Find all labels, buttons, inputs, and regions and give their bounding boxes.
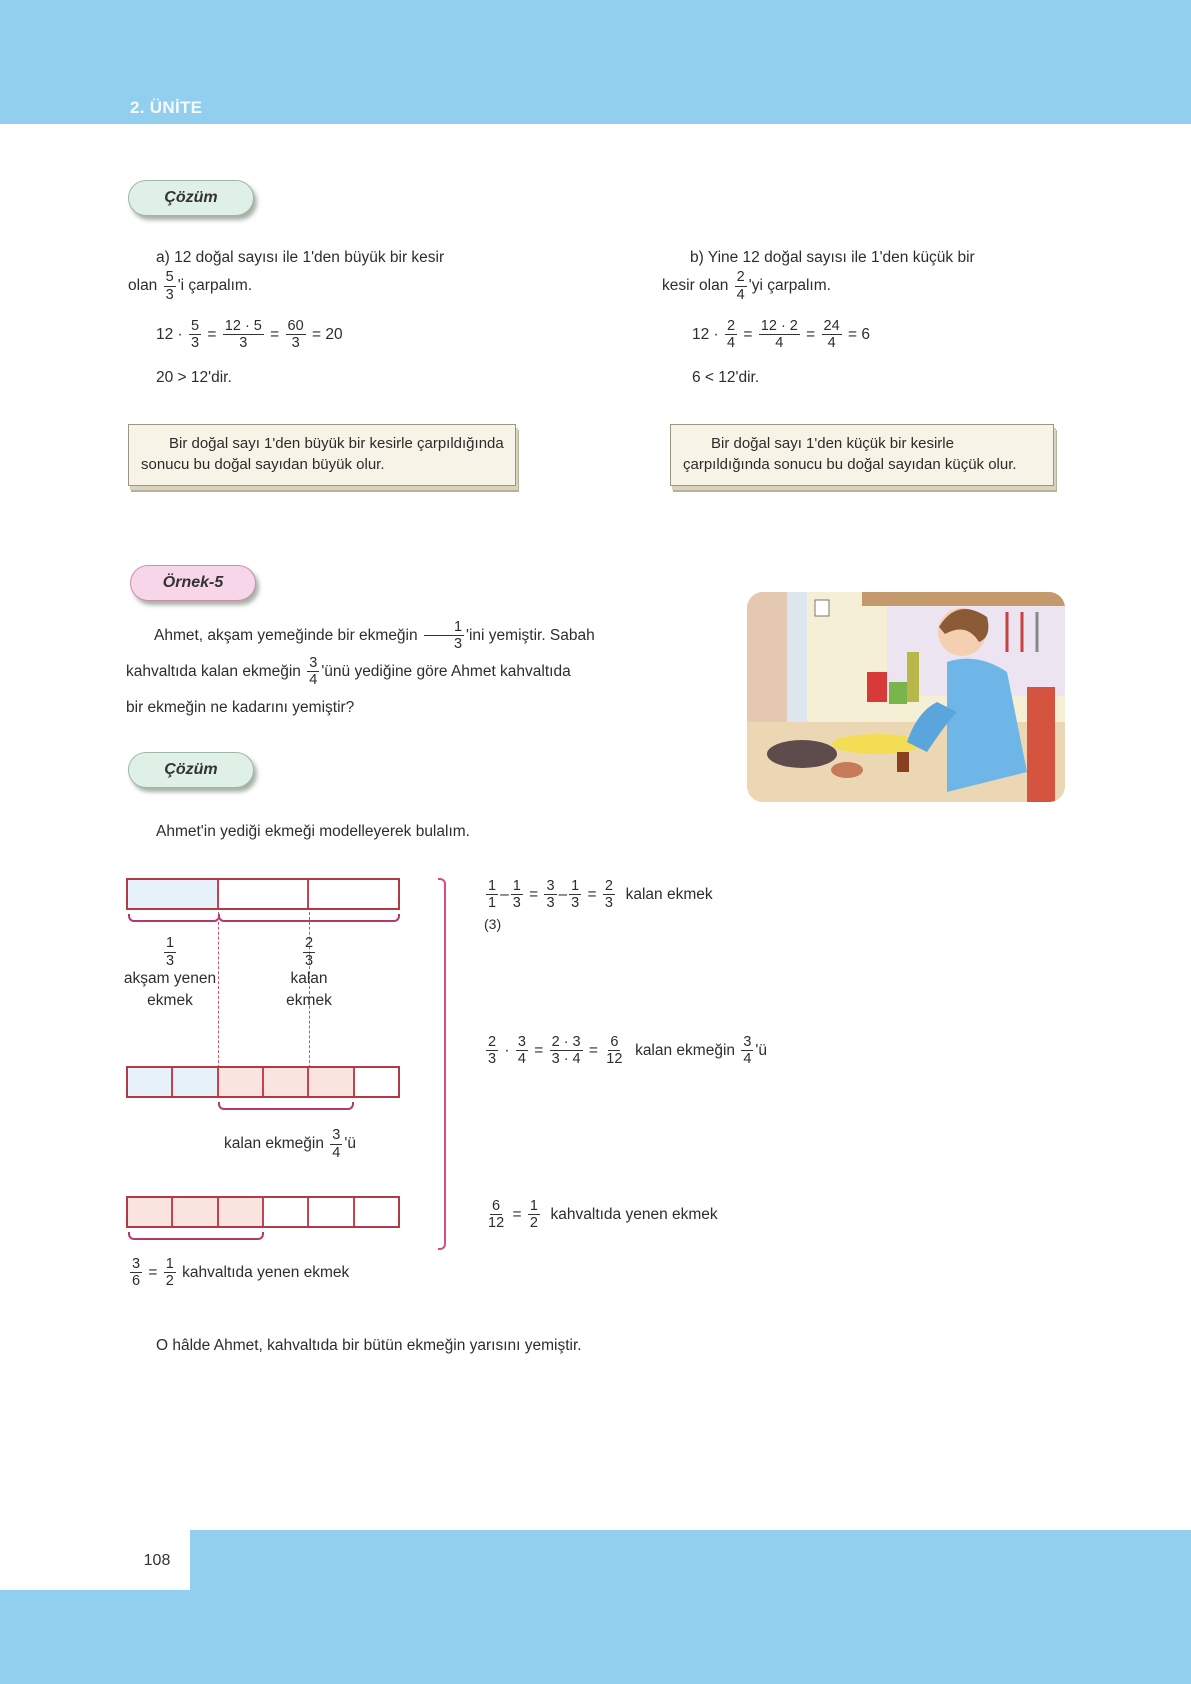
bar-cell — [355, 1068, 398, 1096]
fraction — [511, 879, 523, 911]
text: kahvaltıda yenen ekmek — [182, 1264, 350, 1281]
solution-badge-2 — [128, 752, 254, 788]
numerator: 1 — [424, 620, 464, 637]
denominator: 4 — [775, 335, 784, 352]
numerator: 3 — [546, 877, 555, 894]
text: 'ini yemiştir. Sabah — [466, 627, 595, 644]
breakfast-illustration — [747, 592, 1065, 802]
part-a-rule-note — [128, 424, 516, 486]
fraction — [189, 319, 201, 351]
denominator: 3 — [546, 895, 555, 912]
label-evening-eaten — [110, 936, 230, 1012]
numerator: 3 — [743, 1033, 752, 1050]
denominator: 3 — [165, 286, 174, 303]
bar-cell-eaten-evening — [128, 880, 219, 908]
eq-result: = 6 — [848, 326, 870, 343]
boy-eating-illustration — [747, 592, 1065, 802]
fraction — [223, 319, 264, 351]
fraction — [486, 1035, 498, 1067]
part-b-intro-line2 — [662, 270, 1072, 302]
bar-cell — [128, 1068, 173, 1096]
part-b-equation: 12 · $\frac{2}{4}$ = $\frac{12 \cdot 2}{4}$ = $\frac{24}{4}$ = 6 — [692, 317, 870, 352]
numerator: 3 — [517, 1033, 526, 1050]
grouping-brace — [438, 878, 446, 1250]
fraction — [486, 1199, 506, 1231]
equation-simplify: $\frac{6}{12}$ = $\frac{1}{2}$ kahvaltıda yenen ekmek — [488, 1197, 718, 1232]
denominator: 4 — [743, 1051, 752, 1068]
denominator: 3 — [604, 895, 613, 912]
numerator: 6 — [492, 1197, 501, 1214]
fraction — [741, 1035, 753, 1067]
bar-cell-highlight — [173, 1198, 218, 1226]
text: 'yi çarpalım. — [748, 277, 831, 295]
denominator: 4 — [309, 672, 318, 689]
page-number: 108 — [128, 1532, 186, 1590]
part-a-intro-line1: a) 12 doğal sayısı ile 1'den büyük bir kesir — [156, 249, 445, 266]
fraction — [330, 1128, 342, 1160]
part-b-intro-line1: b) Yine 12 doğal sayısı ile 1'den küçük bir — [690, 249, 975, 266]
fraction — [604, 1035, 624, 1067]
fraction — [569, 879, 581, 911]
denominator: 6 — [132, 1273, 141, 1290]
denominator: 4 — [727, 335, 736, 352]
denominator: 3 — [512, 895, 521, 912]
text: kesir olan — [662, 277, 729, 295]
fraction — [603, 879, 615, 911]
fraction — [735, 270, 747, 302]
text: ekmek — [286, 992, 332, 1009]
numerator: 12 · 5 — [224, 317, 262, 334]
expand-note: (3) — [484, 916, 502, 932]
solution-badge — [128, 180, 254, 216]
denominator: 3 — [488, 1051, 497, 1068]
text: kalan ekmeğin — [635, 1042, 736, 1059]
bar-cell — [264, 1198, 309, 1226]
text: 'ü — [344, 1135, 356, 1153]
text: 'ünü yediğine göre Ahmet kahvaltıda — [321, 663, 571, 680]
example-badge-label: Örnek-5 — [162, 574, 224, 591]
denominator: 4 — [736, 286, 745, 303]
bar-cell — [355, 1198, 398, 1226]
bar-cell-remaining — [219, 880, 310, 908]
numerator: 1 — [165, 935, 175, 951]
denominator: 3 — [571, 895, 580, 912]
bar2-caption — [190, 1128, 390, 1160]
text: Ahmet, akşam yemeğinde bir ekmeğin — [154, 627, 418, 644]
fraction — [550, 1035, 583, 1067]
denominator: 2 — [529, 1215, 538, 1232]
numerator: 1 — [571, 877, 580, 894]
fraction — [822, 319, 842, 351]
bar-cell — [309, 1198, 354, 1226]
bar-cell-highlight — [128, 1198, 173, 1226]
rule-note-text: Bir doğal sayı 1'den büyük bir kesirle çarpıldığında sonucu bu doğal sayıdan büyük olur. — [141, 435, 504, 473]
numerator: 1 — [488, 877, 497, 894]
fraction — [307, 656, 319, 688]
numerator: 2 — [727, 317, 736, 334]
numerator: 12 · 2 — [760, 317, 798, 334]
eq-result: = 20 — [312, 326, 343, 343]
denominator: 3 — [304, 952, 314, 969]
denominator: 4 — [827, 335, 836, 352]
bar3-caption: $\frac{3}{6}$ = $\frac{1}{2}$ kahvaltıda yenen ekmek — [132, 1255, 350, 1290]
model-bar-thirds — [126, 878, 400, 910]
solution-badge-label: Çözüm — [164, 189, 218, 206]
denominator: 1 — [488, 895, 497, 912]
numerator: 5 — [191, 317, 200, 334]
denominator: 3 — [165, 952, 175, 969]
text: kalan — [290, 970, 328, 987]
numerator: 6 — [610, 1033, 619, 1050]
text: akşam yenen — [123, 970, 217, 987]
eq-lhs: 12 · — [156, 326, 183, 343]
text: kahvaltıda kalan ekmeğin — [126, 663, 301, 680]
part-b-rule-note — [670, 424, 1054, 486]
solution-intro: Ahmet'in yediği ekmeği modelleyerek bulalım. — [156, 823, 470, 840]
denominator: 2 — [165, 1273, 174, 1290]
part-a-text — [128, 242, 548, 302]
model-bar-sixths — [126, 1066, 400, 1098]
part-a-equation: 12 · $\frac{5}{3}$ = $\frac{12 \cdot 5}{3}$ = $\frac{60}{3}$ = 20 — [156, 317, 343, 352]
fraction — [286, 319, 306, 351]
equation-multiply: $\frac{2}{3}$ · $\frac{3}{4}$ = $\frac{2 \cdot 3}{3 \cdot 4}$ = $\frac{6}{12}$ kalan ekmeğin $\frac{3}{4}$ 'ü — [488, 1033, 767, 1068]
denominator: 4 — [332, 1144, 341, 1161]
fraction — [164, 270, 176, 302]
unit-title: 2. ÜNİTE — [130, 98, 203, 117]
numerator: 2 — [304, 935, 314, 951]
text: 'ü — [755, 1042, 767, 1059]
numerator: 1 — [165, 1255, 174, 1272]
numerator: 2 — [736, 269, 745, 285]
bar-cell — [173, 1068, 218, 1096]
fraction — [544, 879, 556, 911]
fraction — [528, 1199, 540, 1231]
denominator: 3 · 4 — [551, 1051, 581, 1068]
part-a-intro-line2 — [128, 270, 548, 302]
text: kalan ekmeğin — [224, 1135, 324, 1153]
solution-badge-label: Çözüm — [164, 761, 218, 778]
model-bar-breakfast — [126, 1196, 400, 1228]
fraction — [424, 620, 464, 652]
denominator: 3 — [239, 335, 248, 352]
denominator: 12 — [606, 1051, 623, 1068]
example-problem-text — [126, 618, 726, 726]
numerator: 1 — [529, 1197, 538, 1214]
brace-half — [128, 1232, 264, 1240]
fraction — [725, 319, 737, 351]
text: ekmek — [147, 992, 193, 1009]
numerator: 2 · 3 — [551, 1033, 581, 1050]
numerator: 3 — [132, 1255, 141, 1272]
part-a-compare: 20 > 12'dir. — [156, 369, 232, 386]
conclusion: O hâlde Ahmet, kahvaltıda bir bütün ekmeğin yarısını yemiştir. — [156, 1337, 582, 1354]
part-b-compare: 6 < 12'dir. — [692, 369, 760, 386]
label-remaining — [262, 936, 356, 1012]
equation-remaining: $\frac{1}{1}$ – $\frac{1}{3}$ = $\frac{3}{3}$ – $\frac{1}{3}$ = $\frac{2}{3}$ kalan ekmek — [488, 877, 713, 912]
denominator: 3 — [191, 335, 200, 352]
numerator: 1 — [512, 877, 521, 894]
fraction — [759, 319, 800, 351]
brace-one-third — [128, 914, 220, 922]
fraction — [164, 936, 176, 968]
bar-cell-highlight — [309, 1068, 354, 1096]
numerator: 5 — [165, 269, 174, 285]
text: bir ekmeğin ne kadarını yemiştir? — [126, 699, 355, 716]
fraction — [164, 1257, 176, 1289]
numerator: 2 — [488, 1033, 497, 1050]
denominator: 3 — [453, 636, 463, 653]
fraction — [486, 879, 498, 911]
numerator: 3 — [332, 1127, 341, 1143]
example-badge — [130, 565, 256, 601]
text: kalan ekmek — [625, 886, 713, 903]
bar-cell-highlight — [219, 1068, 264, 1096]
text: kahvaltıda yenen ekmek — [550, 1206, 718, 1223]
text: olan — [128, 277, 158, 295]
fraction — [303, 936, 315, 968]
fraction — [516, 1035, 528, 1067]
rule-note-text: Bir doğal sayı 1'den küçük bir kesirle çarpıldığında sonucu bu doğal sayıdan küçük olur. — [683, 435, 1017, 473]
numerator: 3 — [309, 654, 318, 671]
text: 'i çarpalım. — [177, 277, 253, 295]
bar-cell-highlight — [264, 1068, 309, 1096]
numerator: 24 — [823, 317, 840, 334]
bar-cell-remaining — [309, 880, 398, 908]
bar-cell-highlight — [219, 1198, 264, 1226]
denominator: 3 — [291, 335, 300, 352]
denominator: 12 — [488, 1215, 505, 1232]
brace-three-quarters — [218, 1102, 354, 1110]
part-b-text — [662, 242, 1072, 302]
numerator: 60 — [287, 317, 304, 334]
eq-lhs: 12 · — [692, 326, 719, 343]
denominator: 4 — [517, 1051, 526, 1068]
fraction — [130, 1257, 142, 1289]
numerator: 2 — [604, 877, 613, 894]
